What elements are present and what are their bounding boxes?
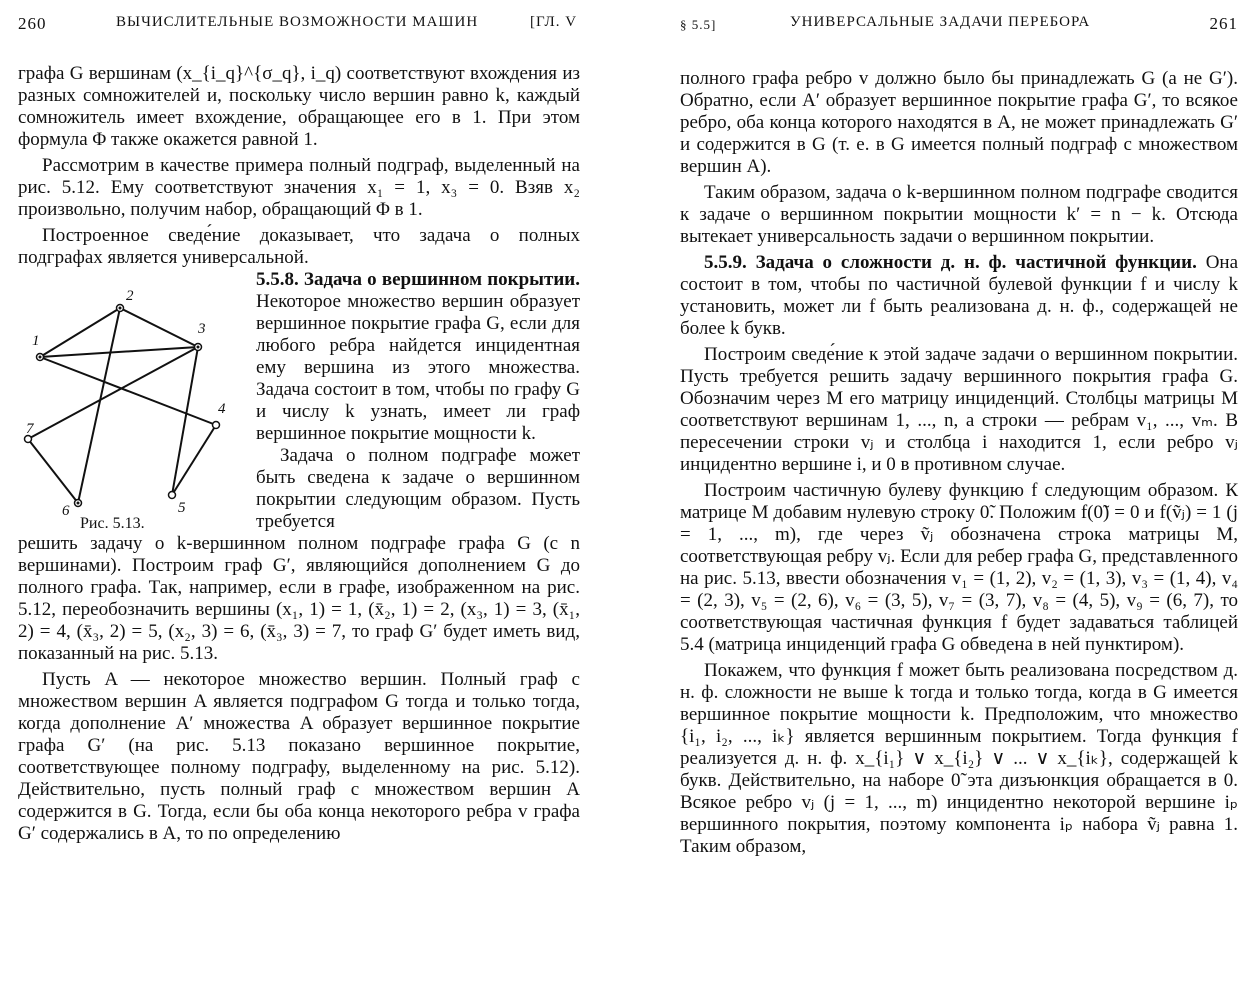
graph-edge xyxy=(40,308,120,357)
right-page-body xyxy=(680,68,1238,858)
left-page xyxy=(18,0,580,984)
graph-edge xyxy=(40,347,198,357)
section-5-5-8-paragraph-2a: Задача о полном подграфе может быть сведена к задаче о вершинном покрытии следующим образом. Пусть требуется xyxy=(256,445,580,532)
graph-node xyxy=(213,422,220,429)
right-paragraph-4: Построим частичную булеву функцию f следующим образом. К матрице M добавим нулевую строку 0̃. Положим f(0̃) = 0 и f(ṽⱼ) = 1 (j = 1, ..., m), где через ṽⱼ обозначена строка матрицы M, соответствующая ребру vⱼ. Если для ребер графа G, представленного на рис. 5.13, ввести обозначения v₁ = (1, 2), v₂ = (1, 3), v₃ = (1, 4), v₄ = (2, 3), v₅ = (2, 6), v₆ = (3, 5), v₇ = (3, 7), v₈ = (4, 5), v₉ = (6, 7), то соответствующая частичная функция f будет задаваться таблицей 5.4 (матрица инциденций графа G обведена в ней пунктиром). xyxy=(680,480,1238,655)
right-paragraph-3: Построим сведе́ние к этой задаче задачи о вершинном покрытии. Пусть требуется решить задачу вершинного покрытия графа G. Обозначим через M его матрицу инциденций. Столбцы матрицы M соответствуют вершинам 1, ..., n, а строки — ребрам v₁, ..., vₘ. В пересечении строки vⱼ и столбца i находится 1, если ребро vⱼ инцидентно вершине i, и 0 в противном случае. xyxy=(680,344,1238,475)
right-page xyxy=(680,0,1238,984)
left-paragraph-3: Построенное сведе́ние доказывает, что задача о полных подграфах является универсальной. xyxy=(18,225,580,268)
graph-figure xyxy=(18,273,248,543)
node-label: 5 xyxy=(178,500,186,516)
graph-edge xyxy=(28,347,198,439)
node-label: 6 xyxy=(62,503,70,519)
right-running-title: УНИВЕРСАЛЬНЫЕ ЗАДАЧИ ПЕРЕБОРА xyxy=(790,14,1091,30)
node-label: 7 xyxy=(26,421,34,437)
section-5-5-8-title: 5.5.8. Задача о вершинном покрытии. xyxy=(256,269,580,290)
node-label: 3 xyxy=(198,321,206,337)
right-paragraph-2: Таким образом, задача о k-вершинном полном подграфе сводится к задаче о вершинном покрытии мощности k′ = n − k. Отсюда вытекает универсальность задачи о вершинном покрытии. xyxy=(680,182,1238,247)
graph-edge xyxy=(78,308,120,503)
right-paragraph-1: полного графа ребро v должно было бы принадлежать G (а не G′). Обратно, если A′ образует вершинное покрытие графа G′, то всякое ребро, оба конца которого находятся в A, не может принадлежать G′ и содержится в G (т. е. в G имеется полный подграф с множеством вершин A). xyxy=(680,68,1238,177)
right-section-ref: § 5.5] xyxy=(680,17,717,32)
right-paragraph-5: Покажем, что функция f может быть реализована посредством д. н. ф. сложности не выше k тогда и только тогда, когда в G имеется вершинное покрытие мощности k. Предположим, что множество {i₁, i₂, ..., iₖ} является вершинным покрытием. Тогда функция f реализуется д. н. ф. x_{i₁} ∨ x_{i₂} ∨ ... ∨ x_{iₖ}, содержащей k букв. Действительно, на наборе 0̃ эта дизъюнкция обращается в 0. Всякое ребро vⱼ (j = 1, ..., m) инцидентно некоторой вершине iₚ вершинного покрытия, поэтому компонента iₚ набора ṽⱼ равна 1. Таким образом, xyxy=(680,660,1238,857)
left-paragraph-1: графа G вершинам (x_{i_q}^{σ_q}, i_q) соответствуют вхождения из разных сомножителей и, поскольку число вершин равно k, каждый сомножитель имеет вхождение, обращающее его в 1. При этом формула Φ также окажется равной 1. xyxy=(18,63,580,150)
section-5-5-9-text: Она состоит в том, чтобы по частичной булевой функции f и числу k установить, может ли f быть реализована д. н. ф., содержащей не более k букв. xyxy=(680,252,1239,339)
right-page-number: 261 xyxy=(1209,14,1238,33)
left-page-number: 260 xyxy=(18,14,47,33)
left-chapter-ref: [ГЛ. V xyxy=(530,14,578,30)
node-label: 1 xyxy=(32,333,40,349)
left-paragraph-2: Рассмотрим в качестве примера полный подграф, выделенный на рис. 5.12. Ему соответствуют значения x₁ = 1, x₃ = 0. Взяв x₂ произвольно, получим набор, обращающий Φ в 1. xyxy=(18,155,580,220)
right-page-header xyxy=(680,14,1238,36)
node-label: 2 xyxy=(126,288,134,304)
graph-node xyxy=(169,492,176,499)
left-page-body xyxy=(18,63,580,845)
section-5-5-8-text: Некоторое множество вершин образует вершинное покрытие графа G, если для любого ребра найдется инцидентная ему вершина из этого множества. Задача состоит в том, чтобы по графу G и числу k узнать, имеет ли граф вершинное покрытие мощности k. xyxy=(256,291,580,444)
left-page-header xyxy=(18,14,580,36)
section-5-5-9-title: 5.5.9. Задача о сложности д. н. ф. частичной функции. xyxy=(704,252,1197,273)
graph-edge xyxy=(120,308,198,347)
figure-caption: Рис. 5.13. xyxy=(80,515,145,532)
section-5-5-8-paragraph-2b: решить задачу о k-вершинном полном подграфе графа G (с n вершинами). Построим граф G′, являющийся дополнением G до полного графа. Так, например, если в графе, изображенном на рис. 5.12, переобозначить вершины (x₁, 1) = 1, (x̄₂, 1) = 2, (x₃, 1) = 3, (x̄₁, 2) = 4, (x̄₃, 2) = 5, (x₂, 3) = 6, (x̄₃, 3) = 7, то граф G′ будет иметь вид, показанный на рис. 5.13. xyxy=(18,533,580,664)
graph-edge xyxy=(28,439,78,503)
node-label: 4 xyxy=(218,401,226,417)
figure-5-13 xyxy=(18,273,248,543)
left-paragraph-last: Пусть A — некоторое множество вершин. Полный граф с множеством вершин A является подграфом G тогда и только тогда, когда дополнение A′ множества A образует вершинное покрытие графа G′ (на рис. 5.13 показано вершинное покрытие, соответствующее полному подграфу, выделенному на рис. 5.12). Действительно, пусть полный граф с множеством вершин A содержится в G. Тогда, если бы оба конца некоторого ребра v графа G′ содержались в A, то по определению xyxy=(18,669,580,844)
left-running-title: ВЫЧИСЛИТЕЛЬНЫЕ ВОЗМОЖНОСТИ МАШИН xyxy=(116,14,479,30)
section-5-5-8 xyxy=(256,269,580,533)
